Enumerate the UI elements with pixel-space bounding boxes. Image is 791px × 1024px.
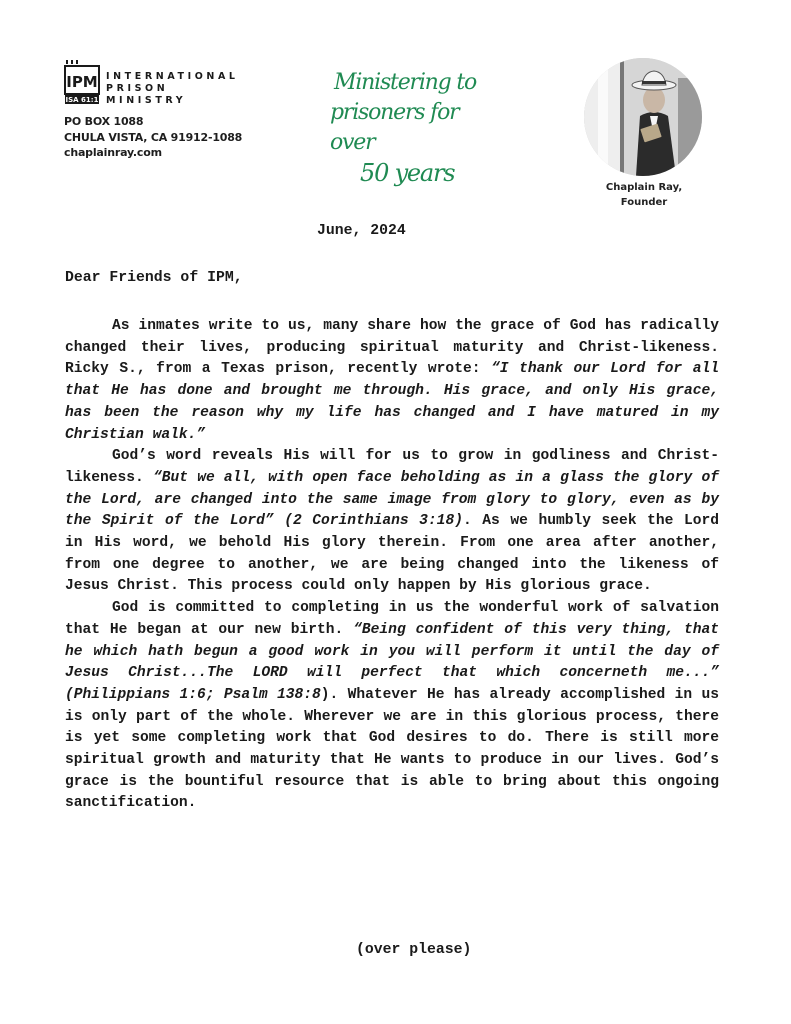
caption-line: Chaplain Ray, [605, 182, 683, 193]
body-paragraph [65, 598, 719, 815]
tagline-line: Ministering to [334, 70, 477, 95]
logo-mark-sub: ISA 61:1 [65, 96, 99, 104]
tagline-line: 50 years [360, 159, 455, 187]
paragraph-text: God is committed to completing in us the wonderful work of salvation that He began at our new birth. [65, 600, 719, 638]
ipm-logo-mark [64, 60, 100, 106]
logo-word: PRISON [106, 83, 169, 94]
ipm-logo [64, 60, 264, 110]
founder-photo-icon [584, 58, 702, 176]
body-paragraph [65, 446, 719, 598]
logo-word: INTERNATIONAL [106, 71, 239, 82]
founder-portrait [584, 58, 702, 176]
paragraph-text: As inmates write to us, many share how the grace of God has radically changed their lives, producing spiritual maturity and Christ-likeness. Ricky S., from a Texas prison, recently wrote: [65, 318, 719, 378]
logo-mark-text: IPM [66, 73, 98, 91]
address-line: PO BOX 1088 [64, 115, 144, 128]
letter-body [65, 316, 719, 815]
over-please-note: (over please) [356, 942, 472, 958]
body-paragraph [65, 316, 719, 446]
scripture-quote: “Being confident of this very thing, that he which hath begun a good work in you will perform it until the day of Jesus Christ...The LORD will perfect that which concerneth me...” (Philippians 1:6; Psalm 138:8 [65, 621, 719, 703]
paragraph-text: . As we humbly seek the Lord in His word, we behold His glory therein. From one area after another, from one degree to another, we are being changed into the likeness of Jesus Christ. This process could only happen by His glorious grace. [65, 513, 720, 595]
scripture-quote: “But we all, with open face beholding as in a glass the glory of the Lord, are changed into the same image from glory to glory, even as by the Spirit of the Lord” (2 Corinthians 3:18) [65, 469, 719, 530]
mailing-address [64, 114, 242, 161]
website-link[interactable]: chaplainray.com [64, 146, 162, 159]
founder-caption [596, 180, 692, 210]
tagline [326, 68, 501, 188]
paragraph-text: God’s word reveals His will for us to grow in godliness and Christ-likeness. [65, 448, 719, 486]
logo-wordmark [106, 71, 239, 107]
scripture-quote: “I thank our Lord for all that He has done and brought me through. His grace, and only His grace, has been the reason why my life has changed and I have matured in my Christian walk.” [65, 361, 719, 443]
tagline-line: prisoners for over [330, 100, 459, 155]
logo-word: MINISTRY [106, 95, 187, 106]
address-line: CHULA VISTA, CA 91912-1088 [64, 130, 243, 144]
paragraph-text: ). Whatever He has already accomplished in us is only part of the whole. Wherever we are in this glorious process, there is yet some completing work that God desires to do. There is still more spiritual growth and maturity that He wants to produce in our lives. God’s grace is the bountiful resource that is able to bring about this ongoing sanctification. [65, 686, 719, 812]
salutation: Dear Friends of IPM, [65, 270, 243, 286]
caption-line: Founder [620, 197, 668, 208]
letter-date: June, 2024 [317, 223, 406, 239]
